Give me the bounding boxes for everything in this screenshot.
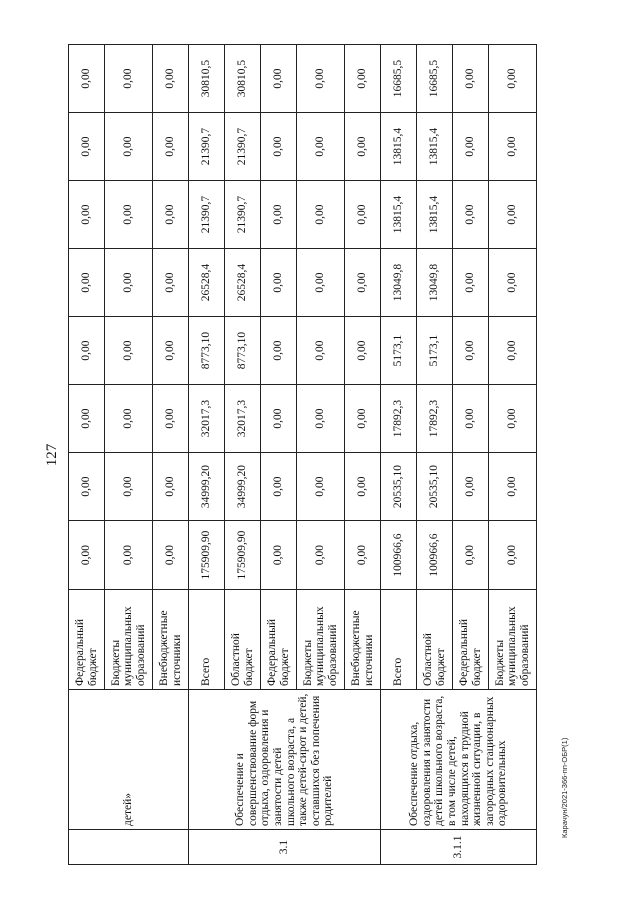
amount-cell: 0,00 bbox=[105, 521, 153, 590]
amount-cell: 0,00 bbox=[105, 249, 153, 317]
amount-cell: 100966,6 bbox=[417, 521, 453, 590]
amount-cell: 0,00 bbox=[261, 249, 297, 317]
amount-cell: 0,00 bbox=[261, 453, 297, 521]
amount-cell: 0,00 bbox=[297, 317, 345, 385]
item-number: 3.1.1 bbox=[381, 830, 537, 865]
amount-cell: 13049,8 bbox=[381, 249, 417, 317]
amount-cell: 17892,3 bbox=[417, 385, 453, 453]
amount-cell: 0,00 bbox=[297, 453, 345, 521]
amount-cell: 13815,4 bbox=[417, 113, 453, 181]
amount-cell: 0,00 bbox=[489, 521, 537, 590]
amount-cell: 0,00 bbox=[105, 385, 153, 453]
amount-cell: 8773,10 bbox=[225, 317, 261, 385]
table-row bbox=[189, 45, 225, 865]
amount-cell: 13049,8 bbox=[417, 249, 453, 317]
amount-cell: 0,00 bbox=[153, 453, 189, 521]
amount-cell: 0,00 bbox=[297, 521, 345, 590]
amount-cell: 0,00 bbox=[153, 521, 189, 590]
amount-cell: 0,00 bbox=[345, 521, 381, 590]
amount-cell: 0,00 bbox=[261, 317, 297, 385]
funding-source: Федеральный бюджет bbox=[69, 590, 105, 690]
item-number bbox=[69, 830, 189, 865]
amount-cell: 0,00 bbox=[345, 317, 381, 385]
amount-cell: 21390,7 bbox=[225, 113, 261, 181]
amount-cell: 21390,7 bbox=[225, 181, 261, 249]
amount-cell: 0,00 bbox=[345, 181, 381, 249]
amount-cell: 0,00 bbox=[105, 317, 153, 385]
funding-source: Внебюджетные источники bbox=[345, 590, 381, 690]
amount-cell: 0,00 bbox=[153, 385, 189, 453]
amount-cell: 0,00 bbox=[261, 181, 297, 249]
amount-cell: 0,00 bbox=[453, 317, 489, 385]
amount-cell: 0,00 bbox=[453, 385, 489, 453]
amount-cell: 0,00 bbox=[69, 45, 105, 113]
funding-source: Областной бюджет bbox=[225, 590, 261, 690]
item-description: детей» bbox=[69, 690, 189, 830]
amount-cell: 0,00 bbox=[453, 249, 489, 317]
table-row bbox=[69, 45, 105, 865]
amount-cell: 0,00 bbox=[297, 113, 345, 181]
amount-cell: 21390,7 bbox=[189, 181, 225, 249]
funding-source: Областной бюджет bbox=[417, 590, 453, 690]
amount-cell: 17892,3 bbox=[381, 385, 417, 453]
amount-cell: 175909,90 bbox=[189, 521, 225, 590]
amount-cell: 0,00 bbox=[153, 317, 189, 385]
amount-cell: 0,00 bbox=[69, 181, 105, 249]
funding-source: Всего bbox=[189, 590, 225, 690]
item-description: Обеспечение отдыха, оздоровления и занятости детей школьного возраста, в том числе детей, находящихся в трудной жизненной ситуации, в загородных стационарных оздоровительных bbox=[381, 690, 537, 830]
amount-cell: 8773,10 bbox=[189, 317, 225, 385]
amount-cell: 0,00 bbox=[345, 453, 381, 521]
amount-cell: 0,00 bbox=[297, 45, 345, 113]
item-number: 3.1 bbox=[189, 830, 381, 865]
rotated-page bbox=[44, 0, 594, 865]
amount-cell: 0,00 bbox=[489, 453, 537, 521]
item-description: Обеспечение и совершенствование форм отдыха, оздоровления и занятости детей школьного возраста, а также детей-сирот и детей, оставшихся без попечения родителей bbox=[189, 690, 381, 830]
amount-cell: 26528,4 bbox=[225, 249, 261, 317]
amount-cell: 0,00 bbox=[105, 113, 153, 181]
amount-cell: 100966,6 bbox=[381, 521, 417, 590]
amount-cell: 0,00 bbox=[345, 249, 381, 317]
table-row bbox=[381, 45, 417, 865]
amount-cell: 0,00 bbox=[261, 385, 297, 453]
amount-cell: 5173,1 bbox=[417, 317, 453, 385]
amount-cell: 0,00 bbox=[489, 385, 537, 453]
amount-cell: 0,00 bbox=[153, 113, 189, 181]
amount-cell: 13815,4 bbox=[381, 181, 417, 249]
page-number: 127 bbox=[44, 443, 60, 467]
amount-cell: 0,00 bbox=[453, 453, 489, 521]
amount-cell: 13815,4 bbox=[417, 181, 453, 249]
table-body bbox=[69, 45, 537, 865]
amount-cell: 26528,4 bbox=[189, 249, 225, 317]
amount-cell: 13815,4 bbox=[381, 113, 417, 181]
amount-cell: 34999,20 bbox=[225, 453, 261, 521]
amount-cell: 16685,5 bbox=[381, 45, 417, 113]
amount-cell: 0,00 bbox=[261, 113, 297, 181]
amount-cell: 32017,3 bbox=[189, 385, 225, 453]
amount-cell: 0,00 bbox=[69, 385, 105, 453]
amount-cell: 0,00 bbox=[297, 249, 345, 317]
amount-cell: 0,00 bbox=[153, 249, 189, 317]
amount-cell: 175909,90 bbox=[225, 521, 261, 590]
amount-cell: 0,00 bbox=[261, 521, 297, 590]
funding-source: Бюджеты муниципальных образований bbox=[297, 590, 345, 690]
amount-cell: 0,00 bbox=[453, 113, 489, 181]
amount-cell: 0,00 bbox=[105, 453, 153, 521]
amount-cell: 0,00 bbox=[105, 181, 153, 249]
amount-cell: 0,00 bbox=[345, 113, 381, 181]
amount-cell: 0,00 bbox=[69, 453, 105, 521]
amount-cell: 0,00 bbox=[153, 45, 189, 113]
amount-cell: 30810,5 bbox=[189, 45, 225, 113]
amount-cell: 0,00 bbox=[297, 181, 345, 249]
amount-cell: 0,00 bbox=[261, 45, 297, 113]
amount-cell: 21390,7 bbox=[189, 113, 225, 181]
amount-cell: 0,00 bbox=[489, 249, 537, 317]
amount-cell: 0,00 bbox=[489, 45, 537, 113]
amount-cell: 30810,5 bbox=[225, 45, 261, 113]
document-code: Карачун/2021-366-пп-ОБР(1) bbox=[560, 737, 569, 838]
amount-cell: 0,00 bbox=[153, 181, 189, 249]
amount-cell: 20535,10 bbox=[417, 453, 453, 521]
funding-source: Бюджеты муниципальных образований bbox=[105, 590, 153, 690]
amount-cell: 0,00 bbox=[297, 385, 345, 453]
amount-cell: 0,00 bbox=[69, 249, 105, 317]
amount-cell: 0,00 bbox=[489, 317, 537, 385]
amount-cell: 0,00 bbox=[69, 113, 105, 181]
amount-cell: 32017,3 bbox=[225, 385, 261, 453]
amount-cell: 20535,10 bbox=[381, 453, 417, 521]
amount-cell: 0,00 bbox=[345, 45, 381, 113]
funding-source: Бюджеты муниципальных образований bbox=[489, 590, 537, 690]
amount-cell: 0,00 bbox=[69, 317, 105, 385]
funding-source: Федеральный бюджет bbox=[453, 590, 489, 690]
budget-table bbox=[68, 44, 537, 865]
funding-source: Федеральный бюджет bbox=[261, 590, 297, 690]
amount-cell: 5173,1 bbox=[381, 317, 417, 385]
amount-cell: 0,00 bbox=[489, 181, 537, 249]
amount-cell: 0,00 bbox=[453, 181, 489, 249]
amount-cell: 0,00 bbox=[453, 45, 489, 113]
amount-cell: 16685,5 bbox=[417, 45, 453, 113]
amount-cell: 0,00 bbox=[345, 385, 381, 453]
amount-cell: 0,00 bbox=[453, 521, 489, 590]
funding-source: Всего bbox=[381, 590, 417, 690]
amount-cell: 34999,20 bbox=[189, 453, 225, 521]
amount-cell: 0,00 bbox=[489, 113, 537, 181]
amount-cell: 0,00 bbox=[105, 45, 153, 113]
amount-cell: 0,00 bbox=[69, 521, 105, 590]
funding-source: Внебюджетные источники bbox=[153, 590, 189, 690]
